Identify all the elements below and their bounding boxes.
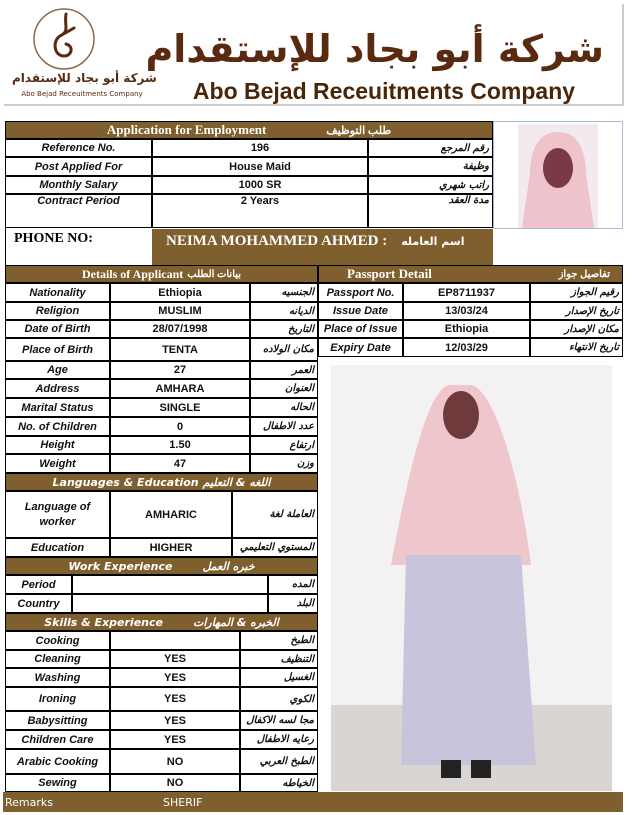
passport-row-label: Expiry Date	[318, 338, 403, 357]
application-title-ar: طلب التوظيف	[326, 124, 392, 137]
language-row-value: AMHARIC	[110, 491, 232, 538]
application-title-en: Application for Employment	[106, 122, 267, 137]
skill-row-label-ar: الكوي	[240, 687, 318, 711]
details-title-ar: بيانات الطلب	[187, 268, 242, 280]
detail-row-label-ar: وزن	[250, 454, 318, 473]
skill-row-label-ar: الطبخ	[240, 631, 318, 650]
detail-row-label: Marital Status	[5, 398, 110, 417]
skill-row-label-ar: الغسيل	[240, 668, 318, 687]
language-row-label: Education	[5, 538, 110, 557]
detail-row-label-ar: مكان الولاده	[250, 338, 318, 361]
skill-row-value: NO	[110, 774, 240, 792]
detail-row-value: MUSLIM	[110, 302, 250, 320]
company-name-english: Abo Bejad Receuitments Company	[192, 78, 576, 104]
company-logo-icon	[30, 6, 98, 72]
detail-row-value: SINGLE	[110, 398, 250, 417]
work-row-value	[72, 594, 268, 613]
skill-row-value: YES	[110, 650, 240, 668]
skill-row-label: Arabic Cooking	[5, 749, 110, 774]
work-title-en: Work Experience	[68, 559, 173, 573]
worker-name-bar	[152, 229, 493, 265]
detail-row-label: Place of Birth	[5, 338, 110, 361]
detail-row-value: TENTA	[110, 338, 250, 361]
detail-row-label: Address	[5, 379, 110, 398]
applicant-photo-full	[331, 365, 612, 791]
detail-row-label: Age	[5, 361, 110, 379]
work-row-label: Period	[5, 575, 72, 594]
details-title-bar	[5, 265, 318, 283]
remarks-bar	[3, 792, 623, 812]
skill-row-value: YES	[110, 711, 240, 730]
skill-row-label: Children Care	[5, 730, 110, 749]
application-row-label: Post Applied For	[5, 157, 152, 176]
skill-row-value	[110, 631, 240, 650]
detail-row-value: 0	[110, 417, 250, 436]
application-row-label-ar: رقم المرجع	[368, 139, 493, 157]
skill-row-label: Babysitting	[5, 711, 110, 730]
language-row-label-ar: العاملة لغة	[232, 491, 318, 538]
skill-row-value: YES	[110, 668, 240, 687]
skill-row-label-ar: الطبخ العربي	[240, 749, 318, 774]
skills-title-bar	[5, 613, 318, 631]
skill-row-label: Cleaning	[5, 650, 110, 668]
detail-row-label-ar: عدد الاطفال	[250, 417, 318, 436]
passport-row-value: 13/03/24	[403, 302, 530, 320]
work-row-label-ar: المده	[268, 575, 318, 594]
detail-row-label-ar: الجنسيه	[250, 283, 318, 302]
language-row-value: HIGHER	[110, 538, 232, 557]
application-row-label: Reference No.	[5, 139, 152, 157]
detail-row-value: 1.50	[110, 436, 250, 454]
detail-row-label-ar: التاريخ	[250, 320, 318, 338]
languages-title-ar: اللغه & التعليم	[202, 475, 271, 489]
skill-row-label: Sewing	[5, 774, 110, 792]
work-row-label: Country	[5, 594, 72, 613]
passport-row-value: 12/03/29	[403, 338, 530, 357]
languages-title-bar	[5, 473, 318, 491]
detail-row-label-ar: العنوان	[250, 379, 318, 398]
passport-row-value: EP8711937	[403, 283, 530, 302]
application-row-label: Contract Period	[5, 194, 152, 228]
remarks-value: SHERIF	[163, 795, 203, 809]
passport-row-label-ar: تاريخ الانتهاء	[530, 338, 623, 357]
passport-title-bar	[318, 265, 623, 283]
language-row-label-ar: المستوي التعليمي	[232, 538, 318, 557]
full-body-photo-icon	[331, 365, 612, 791]
passport-row-value: Ethiopia	[403, 320, 530, 338]
detail-row-label: Weight	[5, 454, 110, 473]
worker-name-ar: اسم العامله	[401, 235, 465, 248]
letterhead	[4, 4, 624, 106]
detail-row-value: Ethiopia	[110, 283, 250, 302]
skill-row-label: Ironing	[5, 687, 110, 711]
applicant-photo-small	[493, 121, 623, 229]
detail-row-value: 28/07/1998	[110, 320, 250, 338]
application-title-bar	[5, 121, 493, 139]
detail-row-label-ar: الديانه	[250, 302, 318, 320]
passport-row-label: Issue Date	[318, 302, 403, 320]
passport-row-label-ar: رقيم الجواز	[530, 283, 623, 302]
application-row-label: Monthly Salary	[5, 176, 152, 194]
application-row-label-ar: مدة العقد	[368, 194, 493, 228]
passport-title-ar: تفاصيل جواز	[558, 268, 610, 280]
portrait-photo-icon	[518, 124, 598, 228]
work-title-bar	[5, 557, 318, 575]
detail-row-label: Height	[5, 436, 110, 454]
passport-title-en: Passport Detail	[347, 266, 432, 281]
remarks-label: Remarks	[5, 795, 53, 809]
skill-row-label-ar: رعايه الاطفال	[240, 730, 318, 749]
detail-row-value: 47	[110, 454, 250, 473]
passport-row-label-ar: مكان الإصدار	[530, 320, 623, 338]
detail-row-label-ar: الحاله	[250, 398, 318, 417]
work-row-value	[72, 575, 268, 594]
detail-row-label: Date of Birth	[5, 320, 110, 338]
detail-row-label: No. of Children	[5, 417, 110, 436]
skills-title-ar: الخبره & المهارات	[192, 615, 279, 629]
passport-row-label: Place of Issue	[318, 320, 403, 338]
skills-title-en: Skills & Experience	[44, 615, 163, 629]
phone-label: PHONE NO:	[14, 231, 93, 246]
left-border	[5, 228, 6, 265]
skill-row-label-ar: التنظيف	[240, 650, 318, 668]
application-row-value: 2 Years	[152, 194, 368, 228]
passport-row-label-ar: تاريخ الإصدار	[530, 302, 623, 320]
application-row-value: House Maid	[152, 157, 368, 176]
detail-row-label-ar: ارتفاع	[250, 436, 318, 454]
worker-name: NEIMA MOHAMMED AHMED :	[166, 233, 388, 249]
skill-row-value: NO	[110, 749, 240, 774]
detail-row-label: Religion	[5, 302, 110, 320]
work-row-label-ar: البلد	[268, 594, 318, 613]
skill-row-value: YES	[110, 687, 240, 711]
skill-row-label-ar: مجا لسه الاكفال	[240, 711, 318, 730]
skill-row-label: Washing	[5, 668, 110, 687]
skill-row-label-ar: الخياطه	[240, 774, 318, 792]
application-row-value: 196	[152, 139, 368, 157]
detail-row-value: 27	[110, 361, 250, 379]
logo-english-text: Abo Bejad Receuitments Company	[21, 90, 143, 98]
detail-row-label-ar: العمر	[250, 361, 318, 379]
logo-arabic-text: شركة أبو بجاد للإستقدام	[12, 71, 157, 85]
application-row-value: 1000 SR	[152, 176, 368, 194]
skill-row-value: YES	[110, 730, 240, 749]
languages-title-en: Languages & Education	[52, 475, 199, 489]
detail-row-label: Nationality	[5, 283, 110, 302]
passport-row-label: Passport No.	[318, 283, 403, 302]
details-title-en: Details of Applicant	[81, 266, 184, 281]
work-title-ar: خبره العمل	[202, 559, 255, 573]
skill-row-label: Cooking	[5, 631, 110, 650]
language-row-label: Language of worker	[5, 491, 110, 538]
application-row-label-ar: راتب شهري	[368, 176, 493, 194]
detail-row-value: AMHARA	[110, 379, 250, 398]
company-name-arabic: شركة أبو بجاد للإستقدام	[145, 27, 604, 71]
application-row-label-ar: وظيفة	[368, 157, 493, 176]
